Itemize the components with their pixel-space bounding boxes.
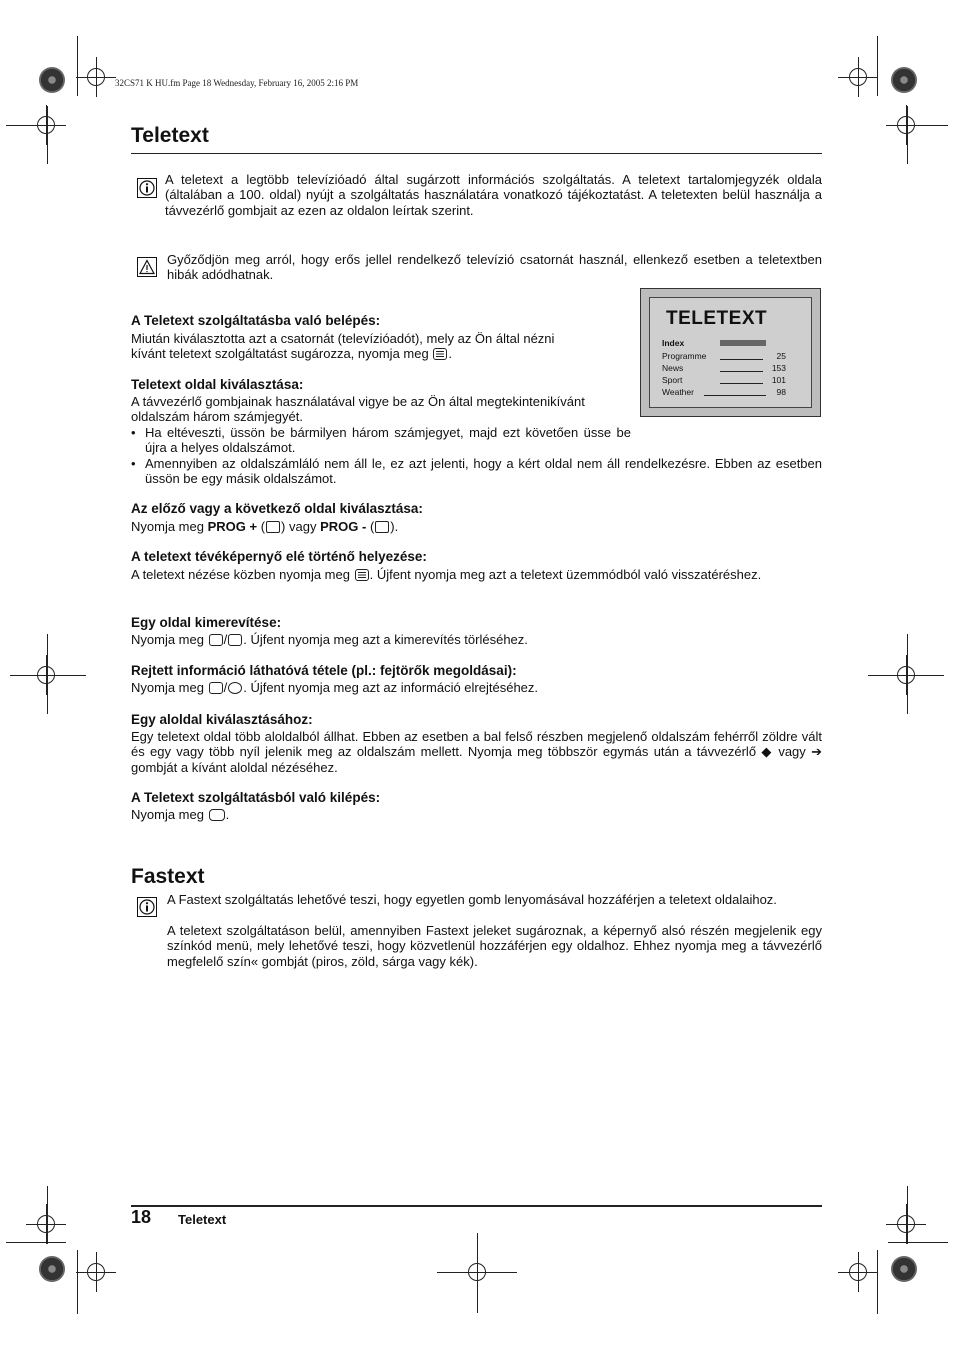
registration-mark-icon: [897, 1215, 915, 1233]
footer-rule: [131, 1205, 822, 1207]
subheading-freeze: Egy oldal kimerevítése:: [131, 615, 282, 630]
page-title: Teletext: [131, 124, 209, 147]
page-up-icon: [266, 521, 280, 533]
footer-section-label: Teletext: [178, 1212, 227, 1227]
overlay-text: A teletext nézése közben nyomja meg . Újfent nyomja meg azt a teletext üzemmódból való visszatéréshez.: [131, 567, 762, 582]
crop-dot-icon: [39, 67, 65, 93]
teletext-button-icon: [433, 348, 447, 360]
fastext-paragraph-1: A Fastext szolgáltatás lehetővé teszi, hogy egyetlen gomb lenyomásával hozzáférjen a teletext oldalaihoz.: [167, 892, 777, 907]
registration-mark-icon: [37, 1215, 55, 1233]
section-title-fastext: Fastext: [131, 865, 205, 888]
select-text: A távvezérlő gombjainak használatával vigye be az Ön által megtekintenikívánt oldalszám három számjegyét.: [131, 394, 585, 425]
hold-icon: [209, 634, 223, 646]
file-header: 32CS71 K HU.fm Page 18 Wednesday, February 16, 2005 2:16 PM: [115, 78, 359, 88]
subheading-enter: A Teletext szolgáltatásba való belépés:: [131, 313, 381, 328]
subheading-overlay: A teletext tévéképernyő elé történő helyezése:: [131, 549, 427, 564]
teletext-screen-illustration: TELETEXT Index Programme 25 News 153 Sport 101 Weather 98: [640, 288, 821, 417]
reveal-text: Nyomja meg / . Újfent nyomja meg azt az információ elrejtéséhez.: [131, 680, 539, 695]
warning-icon: [137, 257, 157, 277]
freeze-text: Nyomja meg / . Újfent nyomja meg azt a kimerevítés törléséhez.: [131, 632, 528, 647]
info-note: A teletext a legtöbb televízióadó által sugárzott információs szolgáltatás. A teletext tartalomjegyzék oldala (általában a 100. oldal) nyújt a szolgáltatás használatára vonatkozó tájékoztatást. A teletexten belül használja a távvezérlő gombjait az ezen az oldalon leírtak szerint.: [165, 172, 822, 218]
page-down-icon: [375, 521, 389, 533]
crop-dot-icon: [891, 67, 917, 93]
list-item: • Ha eltéveszti, üssön be bármilyen három számjegyet, majd ezt követően üsse be újra a helyes oldalszámot.: [131, 425, 631, 456]
tv-button-icon: [209, 809, 225, 821]
teletext-screen-title: TELETEXT: [666, 308, 768, 329]
info-icon: [137, 178, 157, 198]
registration-mark-icon: [849, 68, 867, 86]
teletext-button-icon: [355, 569, 369, 581]
subheading-exit: A Teletext szolgáltatásból való kilépés:: [131, 790, 381, 805]
hold-alt-icon: [228, 634, 242, 646]
fastext-paragraph-2: A teletext szolgáltatáson belül, amennyiben Fastext jeleket sugároznak, a képernyő alsó részén megjelenik egy színkód menü, mely lehetővé teszi, hogy közvetlenül hozzáférjen egy oldalhoz. Ehhez nyomja meg a távvezérlő megfelelő szín« gombját (piros, zöld, sárga vagy kék).: [167, 923, 822, 969]
registration-mark-icon: [849, 1263, 867, 1281]
list-item: • Amennyiben az oldalszámláló nem áll le, ez azt jelenti, hogy a kért oldal nem áll rendelkezésre. Ebben az esetben üssön be egy másik oldalszámot.: [131, 456, 822, 487]
subheading-prevnext: Az előző vagy a következő oldal kiválasztása:: [131, 501, 423, 516]
crop-dot-icon: [39, 1256, 65, 1282]
title-rule: [131, 153, 822, 154]
subpage-text: Egy teletext oldal több aloldalból állhat. Ebben az esetben a bal felső részben megjelenő oldalszám fehérről zöldre vált és egy vagy több nyíl jelenik meg az oldalszám mellett. Nyomja meg többször egymás után a távvezérlő ◆ vagy ➔ gombját a kívánt aloldal nézéséhez.: [131, 729, 822, 775]
exit-text: Nyomja meg .: [131, 807, 230, 822]
subheading-select: Teletext oldal kiválasztása:: [131, 377, 304, 392]
arrow-right-icon: ➔: [811, 744, 822, 760]
subheading-subpage: Egy aloldal kiválasztásához:: [131, 712, 313, 727]
question-icon: [228, 682, 242, 694]
prevnext-text: Nyomja meg PROG + ( ) vagy PROG - ( ).: [131, 519, 399, 534]
info-icon: [137, 897, 157, 917]
arrow-left-icon: ◆: [761, 744, 774, 760]
enter-text: Miután kiválasztotta azt a csatornát (televízióadót), mely az Ön által nézni kívánt teletext szolgáltatást sugározza, nyomja meg .: [131, 331, 555, 362]
crop-dot-icon: [891, 1256, 917, 1282]
select-bullets: [131, 425, 822, 486]
reveal-icon: [209, 682, 223, 694]
registration-mark-icon: [87, 1263, 105, 1281]
registration-mark-icon: [87, 68, 105, 86]
page-number: 18: [131, 1207, 152, 1227]
subheading-reveal: Rejtett információ láthatóvá tétele (pl.: fejtörők megoldásai):: [131, 663, 517, 678]
warning-note: Győződjön meg arról, hogy erős jellel rendelkező televízió csatornát használ, ellenkező esetben a teletextben hibák adódhatnak.: [167, 252, 822, 283]
